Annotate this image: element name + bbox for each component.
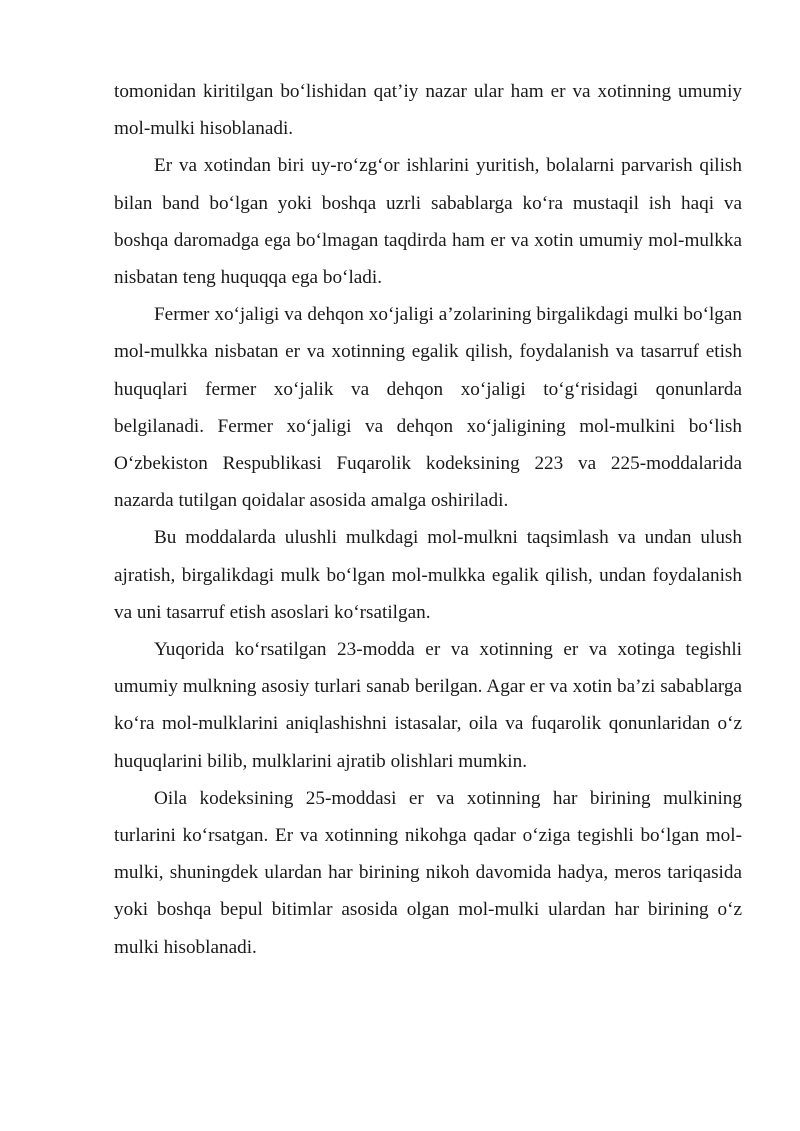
body-text — [114, 73, 742, 966]
paragraph-3: Fermer xo‘jaligi va dehqon xo‘jaligi a’zolarining birgalikdagi mulki bo‘lgan mol-mulkka nisbatan er va xotinning egalik qilish, foydalanish va tasarruf etish huquqlari fermer xo‘jalik va dehqon xo‘jaligi to‘g‘risidagi qonunlarda belgilanadi. Fermer xo‘jaligi va dehqon xo‘jaligining mol-mulkini bo‘lish O‘zbekiston Respublikasi Fuqarolik kodeksining 223 va 225-moddalarida nazarda tutilgan qoidalar asosida amalga oshiriladi. — [114, 304, 742, 512]
paragraph-5: Yuqorida ko‘rsatilgan 23-modda er va xotinning er va xotinga tegishli umumiy mulkning asosiy turlari sanab berilgan. Agar er va xotin ba’zi sabablarga ko‘ra mol-mulklarini aniqlashishni istasalar, oila va fuqarolik qonunlaridan o‘z huquqlarini bilib, mulklarini ajratib olishlari mumkin. — [114, 639, 742, 772]
paragraph-2: Er va xotindan biri uy-ro‘zg‘or ishlarini yuritish, bolalarni parvarish qilish bilan band bo‘lgan yoki boshqa uzrli sabablarga ko‘ra mustaqil ish haqi va boshqa daromadga ega bo‘lmagan taqdirda ham er va xotin umumiy mol-mulkka nisbatan teng huquqqa ega bo‘ladi. — [114, 155, 742, 289]
paragraph-1: tomonidan kiritilgan bo‘lishidan qat’iy nazar ular ham er va xotinning umumiy mol-mulki hisoblanadi. — [114, 81, 742, 140]
paragraph-6: Oila kodeksining 25-moddasi er va xotinning har birining mulkining turlarini ko‘rsatgan. Er va xotinning nikohga qadar o‘ziga tegishli bo‘lgan mol-mulki, shuningdek ulardan har birining nikoh davomida hadya, meros tariqasida yoki boshqa bepul bitimlar asosida olgan mol-mulki ulardan har birining o‘z mulki hisoblanadi. — [114, 787, 742, 958]
paragraph-4: Bu moddalarda ulushli mulkdagi mol-mulkni taqsimlash va undan ulush ajratish, birgalikdagi mulk bo‘lgan mol-mulkka egalik qilish, undan foydalanish va uni tasarruf etish asoslari ko‘rsatilgan. — [114, 527, 742, 623]
